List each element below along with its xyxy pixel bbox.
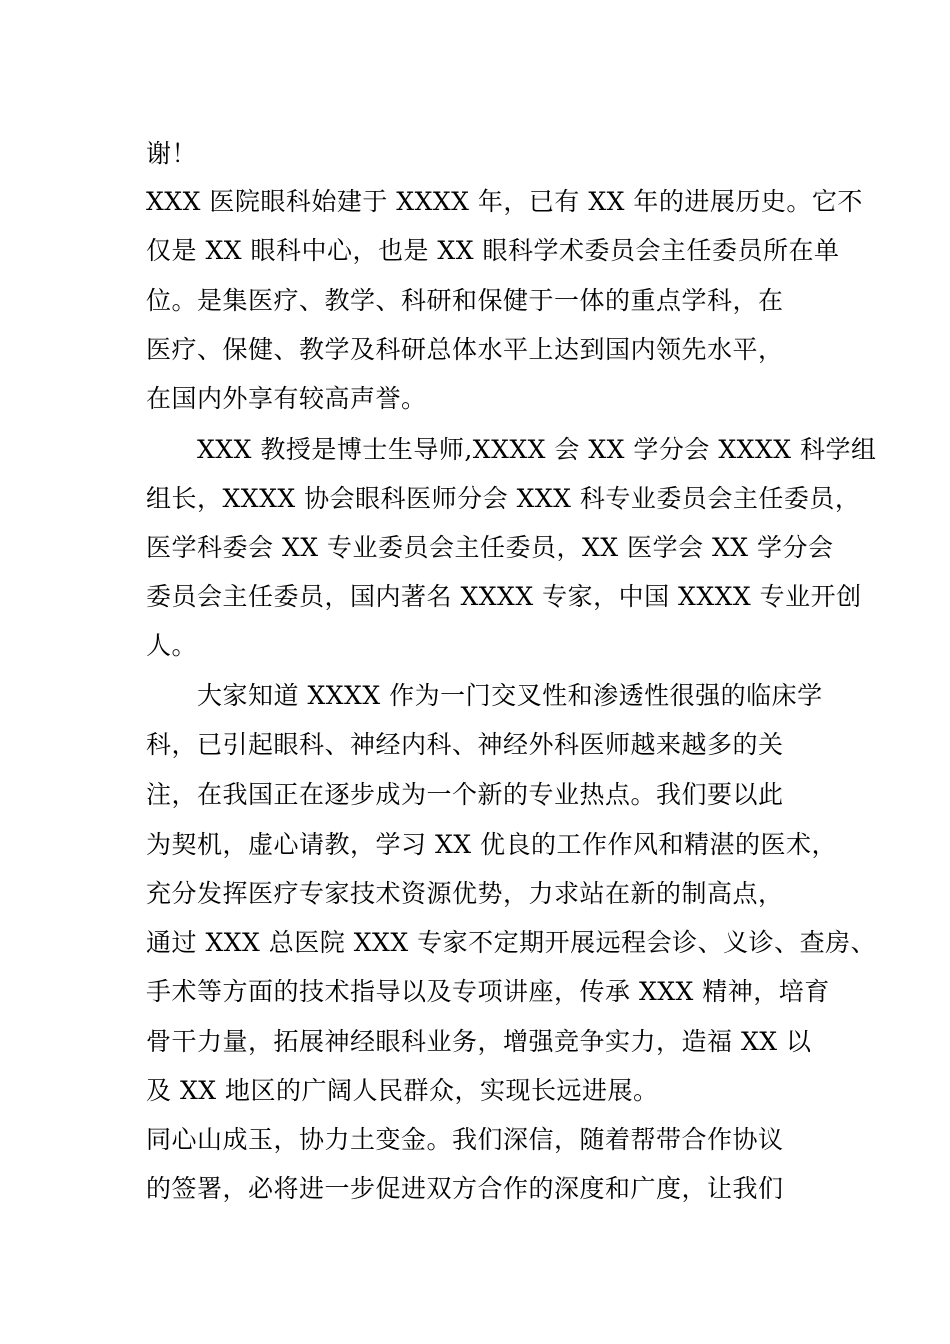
- text-line: 充分发挥医疗专家技术资源优势，力求站在新的制高点，: [146, 879, 784, 908]
- text-line: 骨干力量，拓展神经眼科业务，增强竞争实力，造福 XX 以: [146, 1027, 812, 1056]
- text-line: XXX 医院眼科始建于 XXXX 年，已有 XX 年的进展历史。它不: [146, 187, 863, 216]
- text-line: XXX 教授是博士生导师,XXXX 会 XX 学分会 XXXX 科学组: [197, 435, 877, 464]
- text-line: 委员会主任委员，国内著名 XXXX 专家，中国 XXXX 专业开创: [146, 582, 862, 611]
- text-line: 在国内外享有较高声誉。: [146, 384, 427, 413]
- text-line: 为契机，虚心请教，学习 XX 优良的工作作风和精湛的医术，: [146, 830, 837, 859]
- text-line: 医疗、保健、教学及科研总体水平上达到国内领先水平，: [146, 335, 784, 364]
- text-line: 仅是 XX 眼科中心，也是 XX 眼科学术委员会主任委员所在单: [146, 236, 840, 265]
- text-line: 注，在我国正在逐步成为一个新的专业热点。我们要以此: [146, 780, 784, 809]
- text-line: 人。: [146, 631, 198, 660]
- text-line: 大家知道 XXXX 作为一门交叉性和渗透性很强的临床学: [197, 681, 823, 710]
- text-line: 同心山成玉，协力土变金。我们深信，随着帮带合作协议: [146, 1125, 784, 1154]
- text-line: 手术等方面的技术指导以及专项讲座，传承 XXX 精神，培育: [146, 977, 830, 1006]
- text-line: 组长，XXXX 协会眼科医师分会 XXX 科专业委员会主任委员，: [146, 484, 861, 513]
- text-line: 通过 XXX 总医院 XXX 专家不定期开展远程会诊、义诊、查房、: [146, 928, 877, 957]
- text-line: 位。是集医疗、教学、科研和保健于一体的重点学科，在: [146, 286, 784, 315]
- text-line: 医学科委会 XX 专业委员会主任委员，XX 医学会 XX 学分会: [146, 533, 834, 562]
- text-line: 科，已引起眼科、神经内科、神经外科医师越来越多的关: [146, 730, 784, 759]
- text-line: 谢！: [146, 139, 198, 168]
- text-line: 及 XX 地区的广阔人民群众，实现长远进展。: [146, 1076, 659, 1105]
- text-line: 的签署，必将进一步促进双方合作的深度和广度，让我们: [146, 1174, 784, 1203]
